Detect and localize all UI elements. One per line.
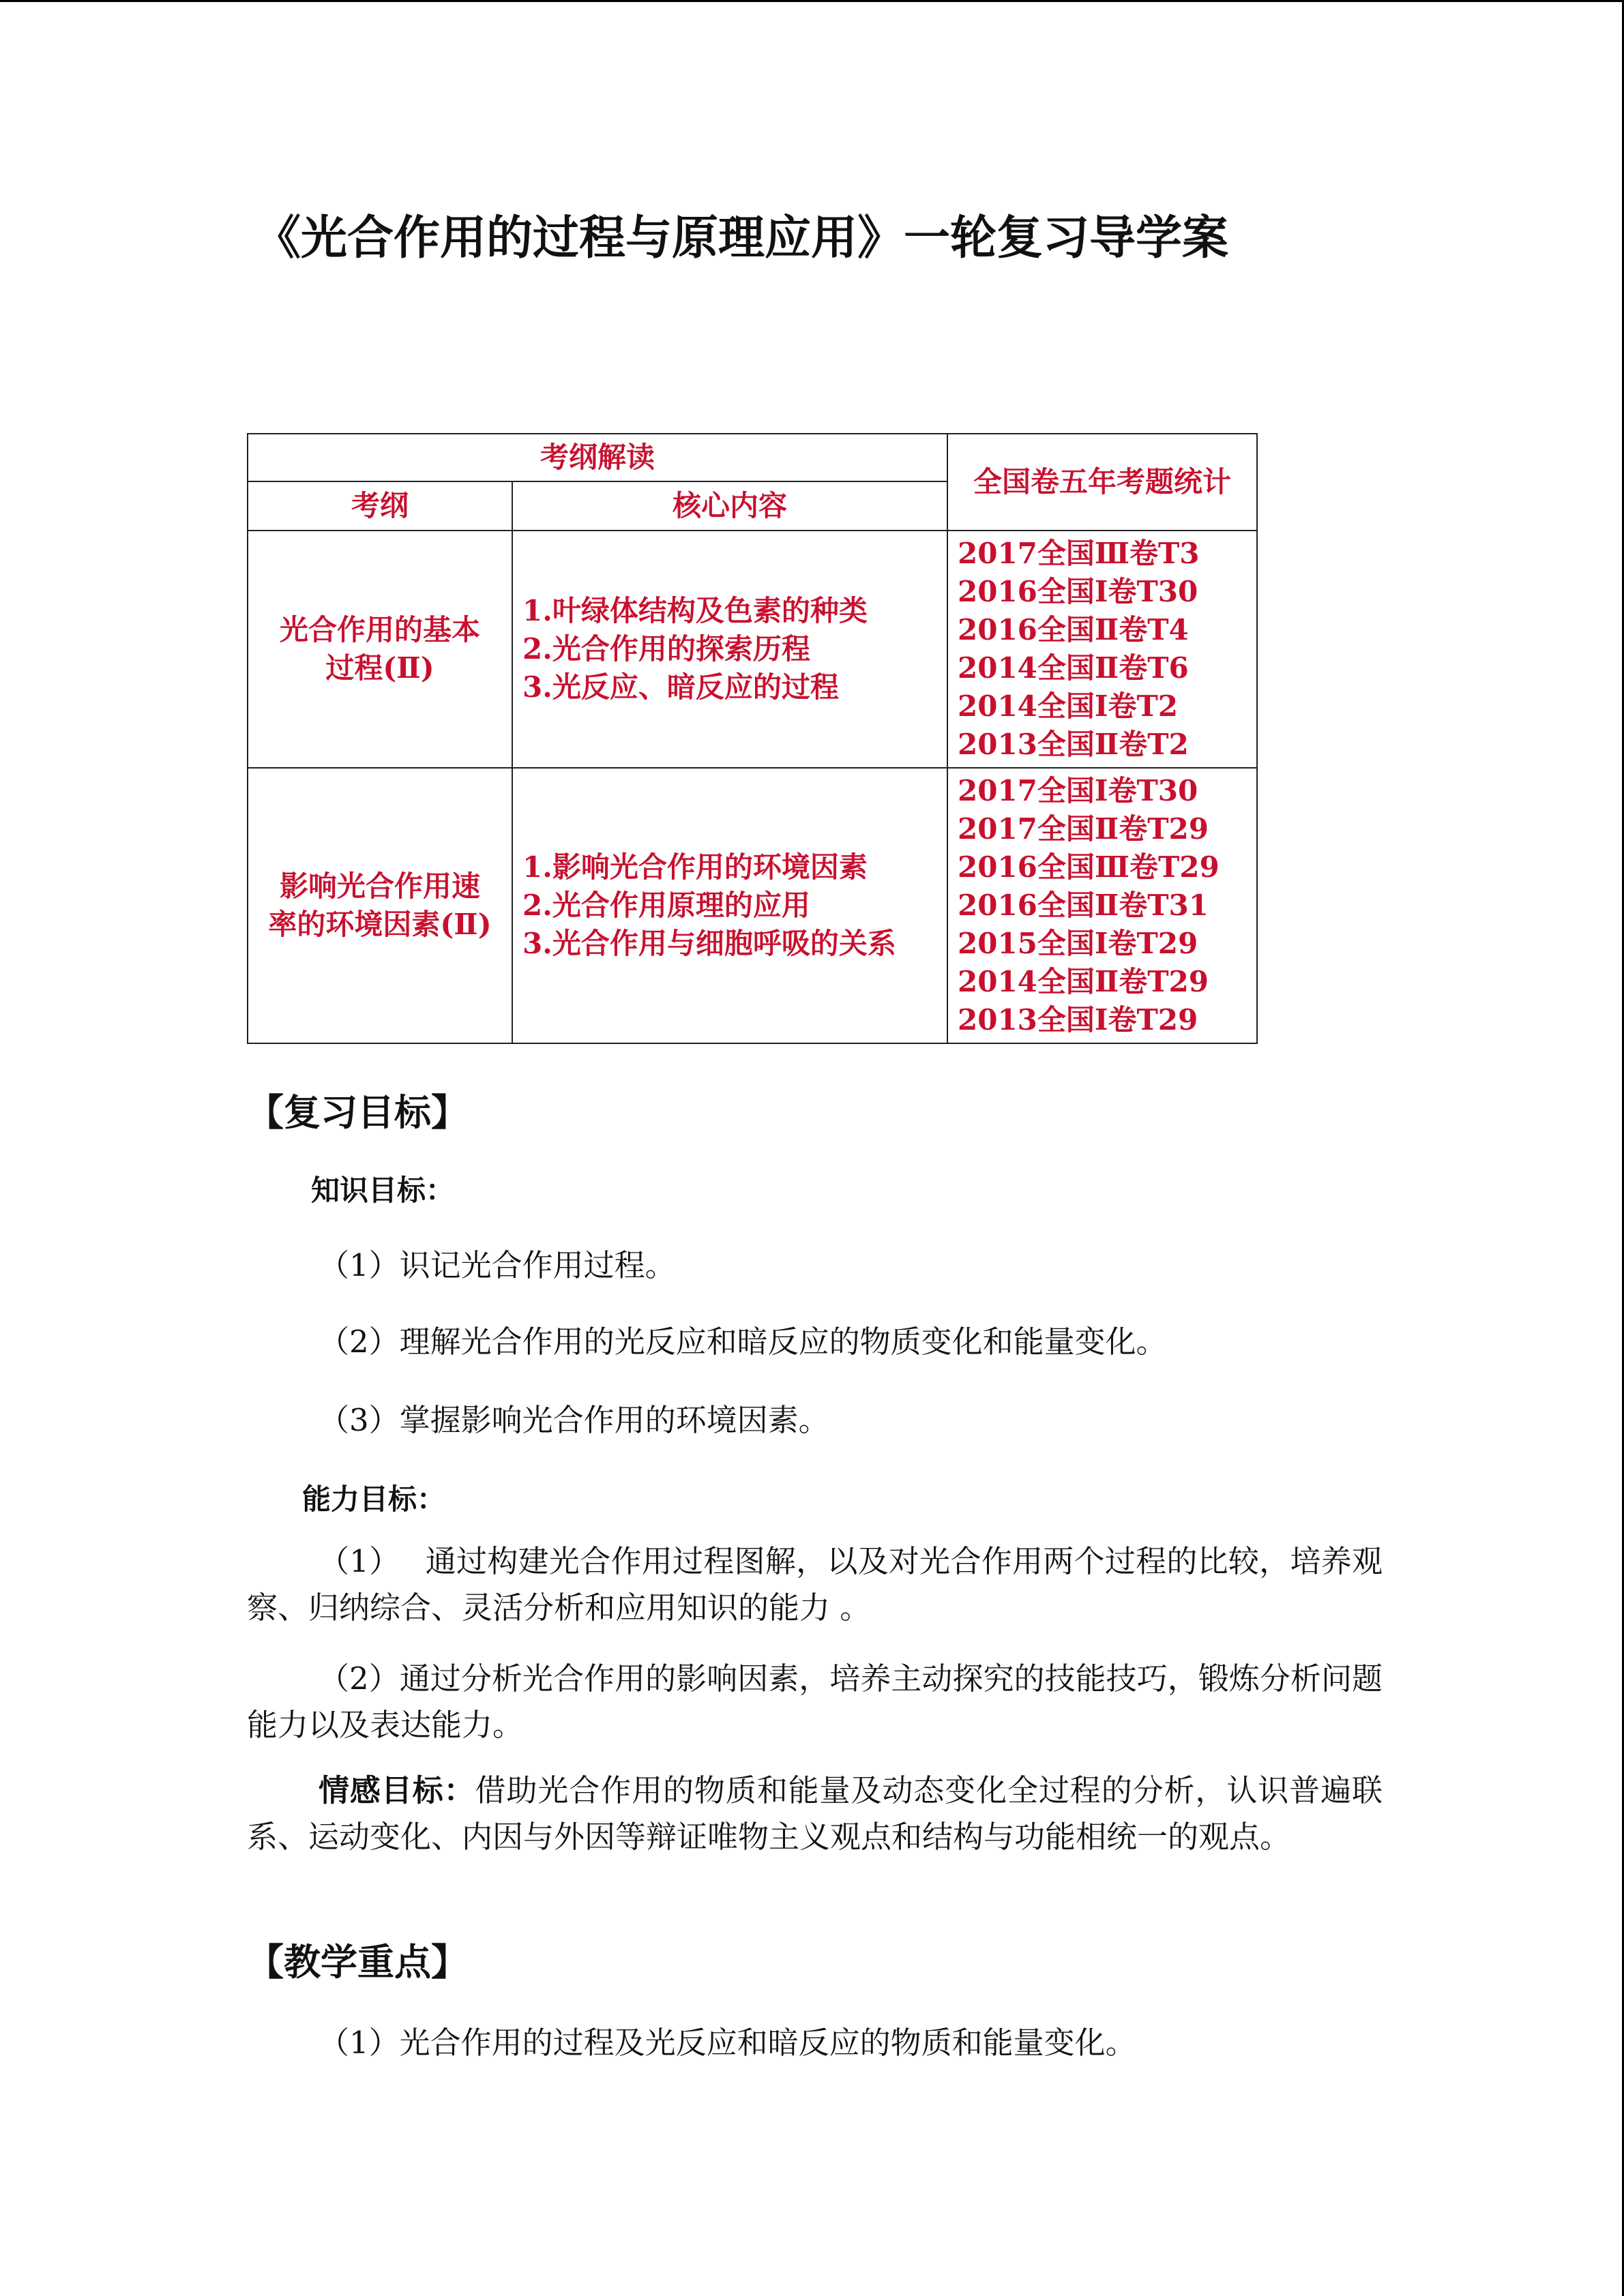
- stat-item: 2016全国Ⅱ卷T4: [958, 613, 1189, 646]
- core-item: 2.光合作用原理的应用: [522, 889, 810, 922]
- core-content-cell: [512, 531, 947, 768]
- outline-line: 影响光合作用速: [279, 869, 480, 903]
- exam-stats-cell: [947, 531, 1257, 768]
- teaching-focus-item: （1）光合作用的过程及光反应和暗反应的物质和能量变化。: [319, 2025, 1136, 2061]
- teaching-focus-heading: 【教学重点】: [247, 1941, 468, 1984]
- stat-item: 2017全国Ⅱ卷T29: [958, 812, 1209, 846]
- knowledge-goal-item: （2）理解光合作用的光反应和暗反应的物质变化和能量变化。: [319, 1324, 1167, 1360]
- stat-item: 2016全国Ⅱ卷T31: [958, 889, 1209, 922]
- core-item: 1.叶绿体结构及色素的种类: [522, 594, 868, 627]
- core-content-cell: [512, 768, 947, 1043]
- header-exam-statistics: 全国卷五年考题统计: [947, 434, 1257, 531]
- page-top-border: [0, 0, 1624, 2]
- core-item: 3.光合作用与细胞呼吸的关系: [522, 927, 896, 960]
- header-outline-interpretation: 考纲解读: [248, 434, 947, 481]
- stat-item: 2013全国Ⅱ卷T2: [958, 728, 1189, 761]
- exam-stats-cell: [947, 768, 1257, 1043]
- emotion-goal-text: 借助光合作用的物质和能量及动态变化全过程的分析，认识普遍联系、运动变化、内因与外因等辩证唯物主义观点和结构与功能相统一的观点。: [247, 1772, 1383, 1855]
- core-item: 3.光反应、暗反应的过程: [522, 670, 839, 704]
- ability-goals-label: 能力目标：: [302, 1482, 446, 1516]
- stat-item: 2013全国Ⅰ卷T29: [958, 1003, 1198, 1037]
- exam-outline-table: [247, 433, 1258, 1044]
- stat-item: 2017全国Ⅰ卷T30: [958, 774, 1198, 807]
- stat-item: 2016全国Ⅲ卷T29: [958, 850, 1220, 884]
- ability-goal-item: （1） 通过构建光合作用过程图解，以及对光合作用两个过程的比较，培养观察、归纳综合、灵活分析和应用知识的能力 。: [247, 1543, 1383, 1626]
- outline-cell: [248, 531, 512, 768]
- outline-line: 光合作用的基本: [279, 613, 480, 646]
- stat-item: 2014全国Ⅱ卷T29: [958, 965, 1209, 998]
- outline-line: 率的环境因素(Ⅱ): [268, 908, 492, 941]
- stat-item: 2015全国Ⅰ卷T29: [958, 927, 1198, 960]
- document-title: 《光合作用的过程与原理应用》一轮复习导学案: [254, 211, 1229, 265]
- stat-item: 2014全国Ⅱ卷T6: [958, 651, 1189, 685]
- ability-goal-item: （2）通过分析光合作用的影响因素，培养主动探究的技能技巧，锻炼分析问题能力以及表达能力。: [247, 1660, 1383, 1743]
- stat-item: 2017全国Ⅲ卷T3: [958, 537, 1200, 570]
- emotion-goals-label: 情感目标：: [319, 1772, 475, 1808]
- outline-cell: [248, 768, 512, 1043]
- core-item: 1.影响光合作用的环境因素: [522, 850, 868, 884]
- stat-item: 2016全国Ⅰ卷T30: [958, 575, 1198, 608]
- review-goals-heading: 【复习目标】: [247, 1091, 468, 1134]
- table-row: [248, 768, 1257, 1043]
- knowledge-goal-item: （1）识记光合作用过程。: [319, 1247, 676, 1283]
- header-core-content: 核心内容: [512, 481, 947, 531]
- knowledge-goals-label: 知识目标：: [311, 1174, 455, 1207]
- emotion-goal: [247, 1768, 1383, 1860]
- table-row: [248, 531, 1257, 768]
- knowledge-goal-item: （3）掌握影响光合作用的环境因素。: [319, 1402, 829, 1438]
- header-outline: 考纲: [248, 481, 512, 531]
- outline-line: 过程(Ⅱ): [325, 651, 434, 685]
- core-item: 2.光合作用的探索历程: [522, 632, 810, 666]
- stat-item: 2014全国Ⅰ卷T2: [958, 689, 1179, 723]
